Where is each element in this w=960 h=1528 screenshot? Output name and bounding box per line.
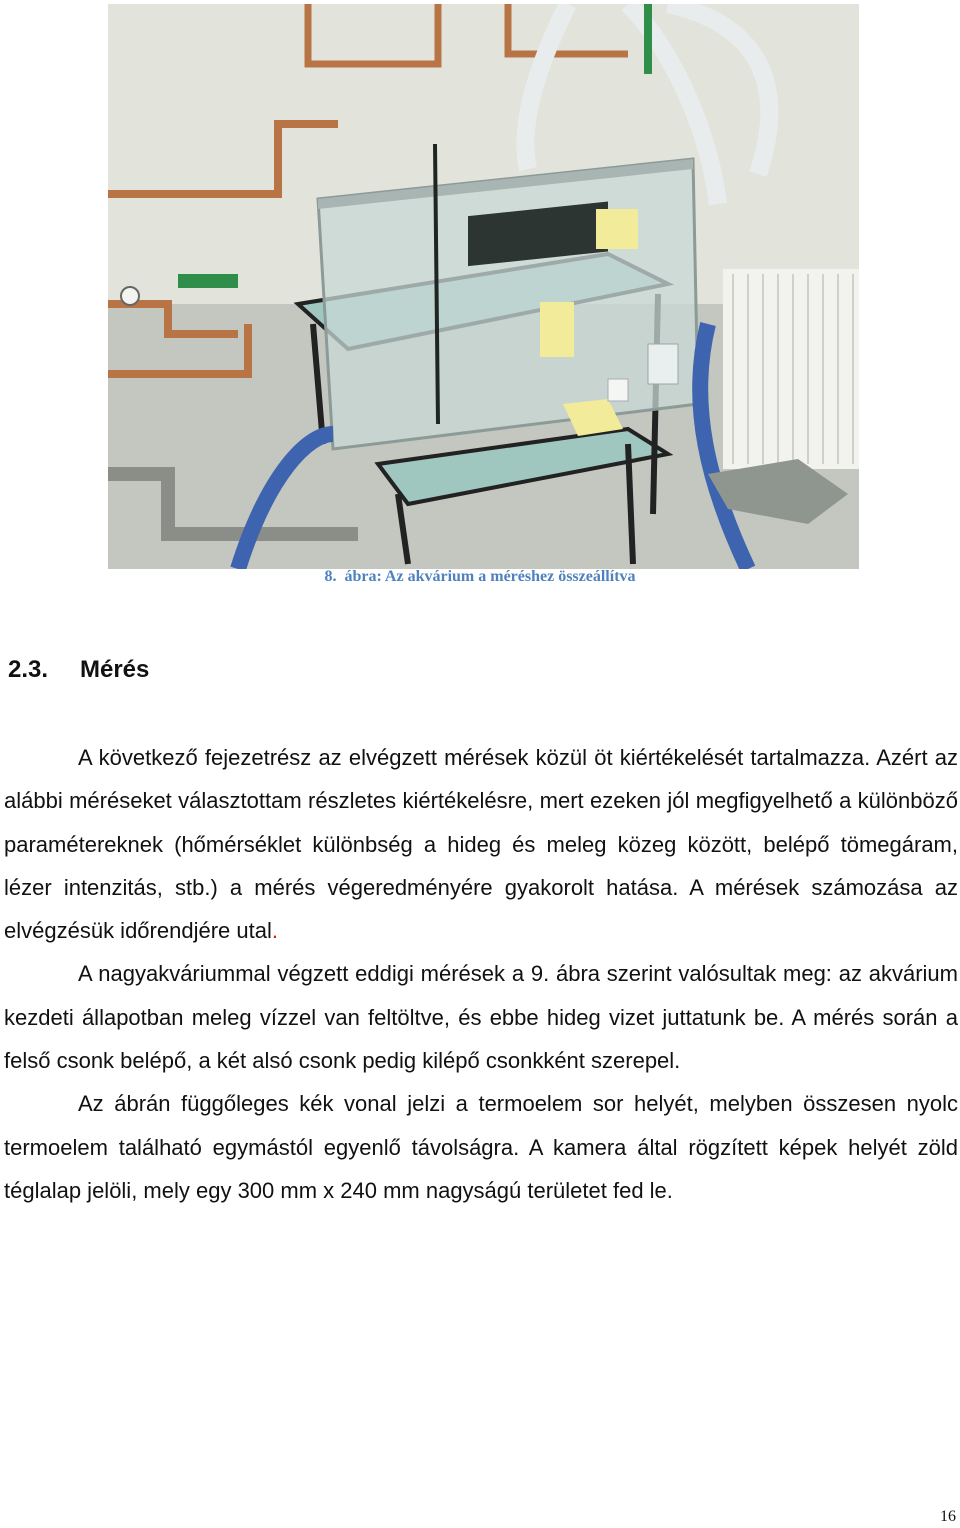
paragraph-2: A nagyakváriummal végzett eddigi mérések a 9. ábra szerint valósultak meg: az akvárium kezdeti állapotban meleg vízzel van feltöltve, és ebbe hideg vizet juttatunk be. A mérés során a felső csonk belépő, a két alsó csonk pedig kilépő csonkként szerepel.: [4, 961, 958, 1074]
page-number: 16: [940, 1508, 956, 1525]
paragraph-3: Az ábrán függőleges kék vonal jelzi a termoelem sor helyét, melyben összesen nyolc termoelem található egymástól egyenlő távolságra. A kamera által rögzített képek helyét zöld téglalap jelöli, mely egy 300 mm x 240 mm nagyságú területet fed le.: [4, 1091, 958, 1203]
section-number: 2.3.: [8, 656, 49, 683]
aquarium-setup-photo: [108, 4, 859, 569]
figure-caption-text: ábra: Az akvárium a méréshez összeállítva: [344, 568, 636, 585]
paragraph-1: [4, 736, 958, 952]
figure-caption: [0, 568, 960, 586]
body-text: [4, 736, 958, 1212]
figure-caption-number: 8.: [324, 568, 337, 585]
section-heading: [8, 656, 149, 684]
paragraph-1-text: A következő fejezetrész az elvégzett mérések közül öt kiértékelését tartalmazza. Azért az alábbi méréseket választottam részletes kiértékelésre, mert ezeken jól megfigyelhető a különböző paramétereknek (hőmérséklet különbség a hideg és meleg közeg között, belépő tömegáram, lézer intenzitás, stb.) a mérés végeredményére gyakorolt hatása. A mérések számozása az elvégzésük időrendjére utal: [4, 745, 958, 944]
paragraph-1-period: .: [271, 918, 278, 944]
section-title: Mérés: [80, 656, 150, 683]
